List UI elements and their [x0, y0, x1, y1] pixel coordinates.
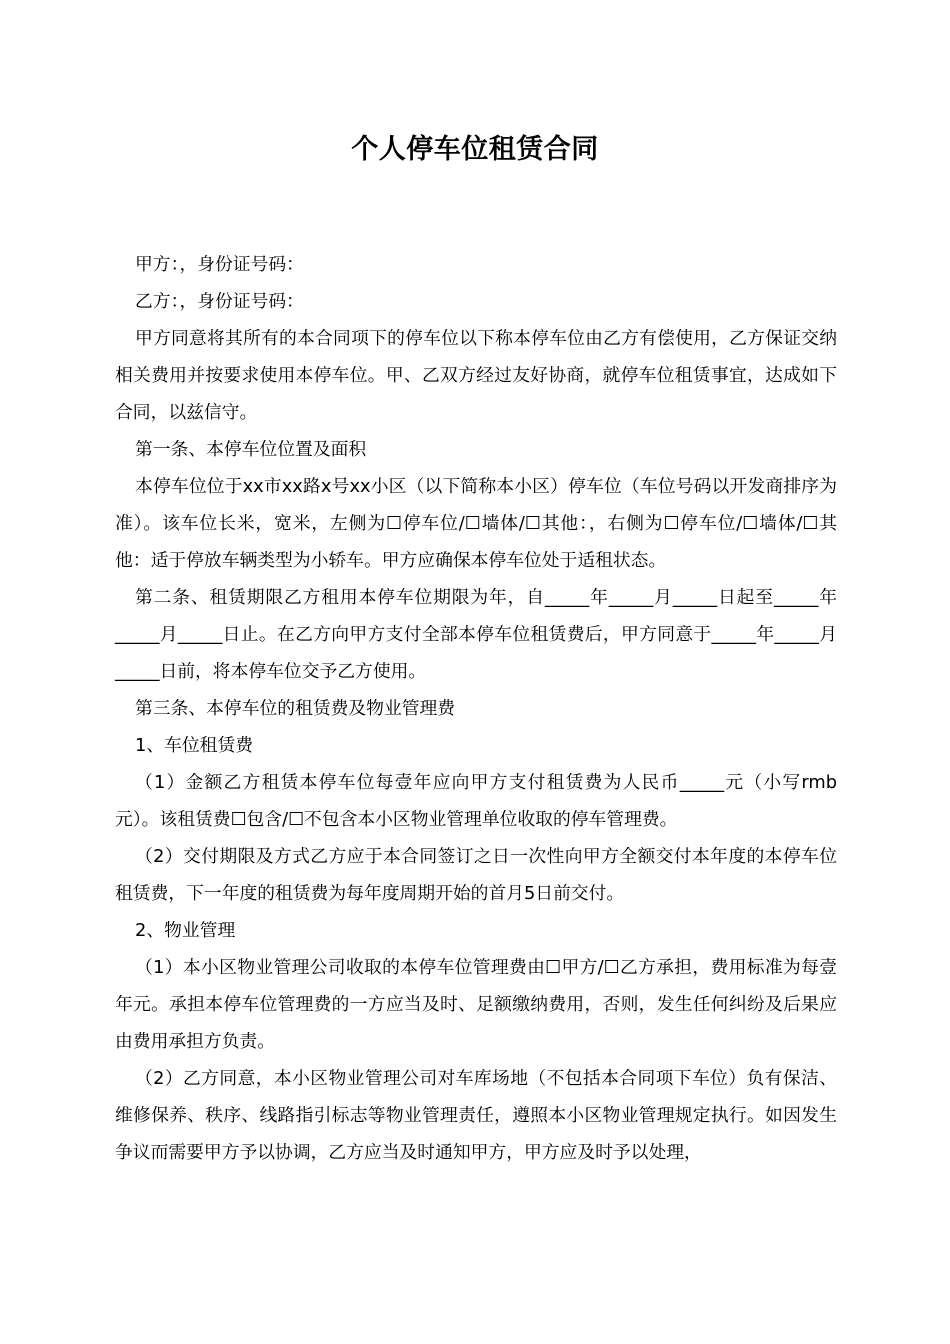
- article-1-paragraph: 本停车位位于xx市xx路x号xx小区（以下简称本小区）停车位（车位号码以开发商排序为准）。该车位长米，宽米，左侧为☐停车位/☐墙体/☐其他：，右侧为☐停车位/☐墙体/☐其他：适于停放车辆类型为小轿车。甲方应确保本停车位处于适租状态。: [115, 476, 837, 571]
- payment-terms-paragraph: （2）交付期限及方式乙方应于本合同签订之日一次性向甲方全额交付本年度的本停车位租赁费，下一年度的租赁费为每年度周期开始的首月5日前交付。: [115, 846, 837, 904]
- article-1-heading: 第一条、本停车位位置及面积: [135, 439, 367, 460]
- article-3-heading: 第三条、本停车位的租赁费及物业管理费: [135, 698, 456, 719]
- management-duty-paragraph: （2）乙方同意，本小区物业管理公司对车库场地（不包括本合同项下车位）负有保洁、维修保养、秩序、线路指引标志等物业管理责任，遵照本小区物业管理规定执行。如因发生争议而需要甲方予以协调，乙方应当及时通知甲方，甲方应及时予以处理，: [115, 1068, 837, 1163]
- section-2-heading: 2、物业管理: [135, 920, 236, 941]
- management-fee-paragraph: （1）本小区物业管理公司收取的本停车位管理费由☐甲方/☐乙方承担，费用标准为每壹年元。承担本停车位管理费的一方应当及时、足额缴纳费用，否则，发生任何纠纷及后果应由费用承担方负责。: [115, 957, 837, 1052]
- party-b-line: 乙方：，身份证号码：: [135, 291, 304, 312]
- document-body: [115, 246, 837, 1171]
- rent-amount-paragraph: （1）金额乙方租赁本停车位每壹年应向甲方支付租赁费为人民币_____元（小写rmb元）。该租赁费☐包含/☐不包含本小区物业管理单位收取的停车管理费。: [115, 772, 837, 830]
- party-a-line: 甲方：，身份证号码：: [135, 254, 304, 275]
- document-title: 个人停车位租赁合同: [351, 134, 599, 165]
- preamble-paragraph: 甲方同意将其所有的本合同项下的停车位以下称本停车位由乙方有偿使用，乙方保证交纳相关费用并按要求使用本停车位。甲、乙双方经过友好协商，就停车位租赁事宜，达成如下合同，以兹信守。: [115, 328, 837, 423]
- article-2-paragraph: 第二条、租赁期限乙方租用本停车位期限为年，自_____年_____月_____日起至_____年_____月_____日止。在乙方向甲方支付全部本停车位租赁费后，甲方同意于_____年_____月_____日前，将本停车位交予乙方使用。: [115, 587, 837, 682]
- section-1-heading: 1、车位租赁费: [135, 735, 254, 756]
